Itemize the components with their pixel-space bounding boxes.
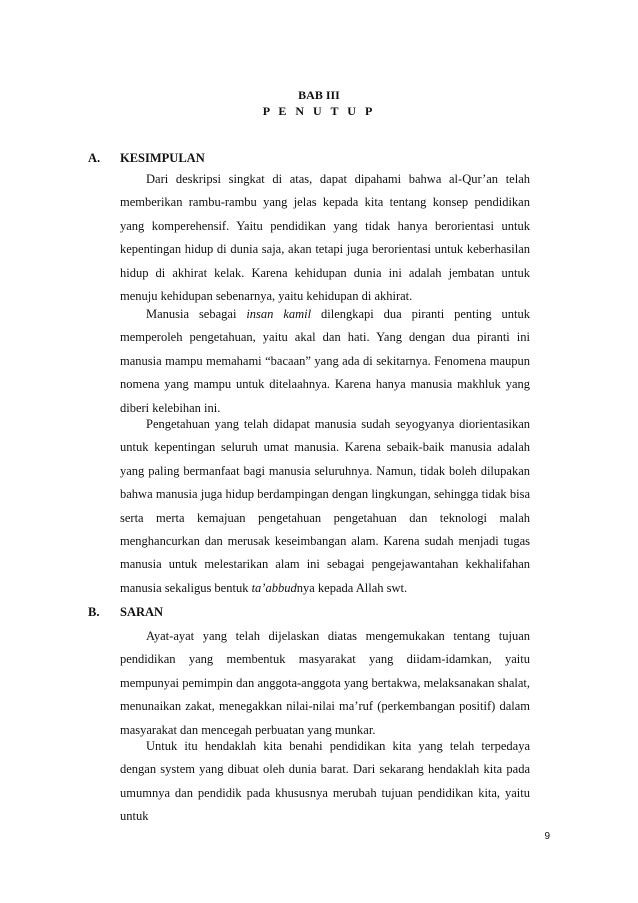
section-b-number: B.	[88, 605, 100, 619]
p3-italic-term: ta’abbud	[251, 580, 297, 595]
chapter-label: BAB III	[298, 88, 340, 102]
kesimpulan-paragraph-1: Dari deskripsi singkat di atas, dapat dipahami bahwa al-Qur’an telah memberikan rambu-rambu yang jelas kepada kita tentang konsep pendidikan yang komperehensif. Yaitu pendidikan yang tidak hanya berorientasi untuk kepentingan hidup di dunia saja, akan tetapi juga berorientasi untuk keberhasilan hidup di akhirat kelak. Karena kehidupan dunia ini adalah jembatan untuk menuju kehidupan sebenarnya, yaitu kehidupan di akhirat.	[120, 172, 530, 304]
p2-italic-term: insan kamil	[246, 307, 312, 321]
section-a-number: A.	[88, 151, 101, 165]
p2-text-start: Manusia sebagai	[146, 307, 247, 321]
section-a-title: KESIMPULAN	[120, 151, 205, 165]
p2-text-end: dilengkapi dua piranti penting untuk memperoleh pengetahuan, yaitu akal dan hati. Yang dengan dua piranti ini manusia mampu memahami “bacaan” yang ada di sekitarnya. Fenomena maupun nomena yang mampu untuk ditelaahnya. Karena hanya manusia makhluk yang diberi kelebihan ini.	[120, 307, 530, 415]
kesimpulan-paragraph-2	[120, 303, 530, 420]
saran-paragraph-1: Ayat-ayat yang telah dijelaskan diatas mengemukakan tentang tujuan pendidikan yang membentuk masyarakat yang diidam-idamkan, yaitu mempunyai pemimpin dan anggota-anggota yang bertakwa, melaksanakan shalat, menunaikan zakat, menegakkan nilai-nilai ma’ruf (perkembangan positif) dalam masyarakat dan mencegah perbuatan yang munkar.	[120, 629, 530, 737]
p3-text-start: Pengetahuan yang telah didapat manusia sudah seyogyanya diorientasikan untuk kepentingan seluruh umat manusia. Karena sebaik-baik manusia adalah yang paling bermanfaat bagi manusia seluruhnya. Namun, tidak boleh dilupakan bahwa manusia juga hidup berdampingan dengan lingkungan, sehingga tidak bisa serta merta kemajuan pengetahuan pengetahuan dan teknologi malah menghancurkan dan merusak keseimbangan alam. Karena sudah menjadi tugas manusia untuk melestarikan alam ini sebagai pengejawantahan kekhalifahan manusia sekaligus bentuk	[120, 417, 530, 595]
section-a-heading	[88, 151, 205, 166]
section-b-heading	[88, 605, 163, 620]
kesimpulan-paragraph-3	[120, 413, 530, 600]
section-b-title: SARAN	[120, 605, 164, 619]
chapter-title: P E N U T U P	[262, 104, 376, 118]
page-number: 9	[544, 831, 550, 842]
p3-text-end: nya kepada Allah swt.	[296, 580, 408, 595]
saran-paragraph-2: Untuk itu hendaklah kita benahi pendidikan kita yang telah terpedaya dengan system yang dibuat oleh dunia barat. Dari sekarang hendaklah kita pada umumnya dan pendidik pada khususnya merubah tujuan pendidikan kita, yaitu untuk	[120, 739, 530, 824]
